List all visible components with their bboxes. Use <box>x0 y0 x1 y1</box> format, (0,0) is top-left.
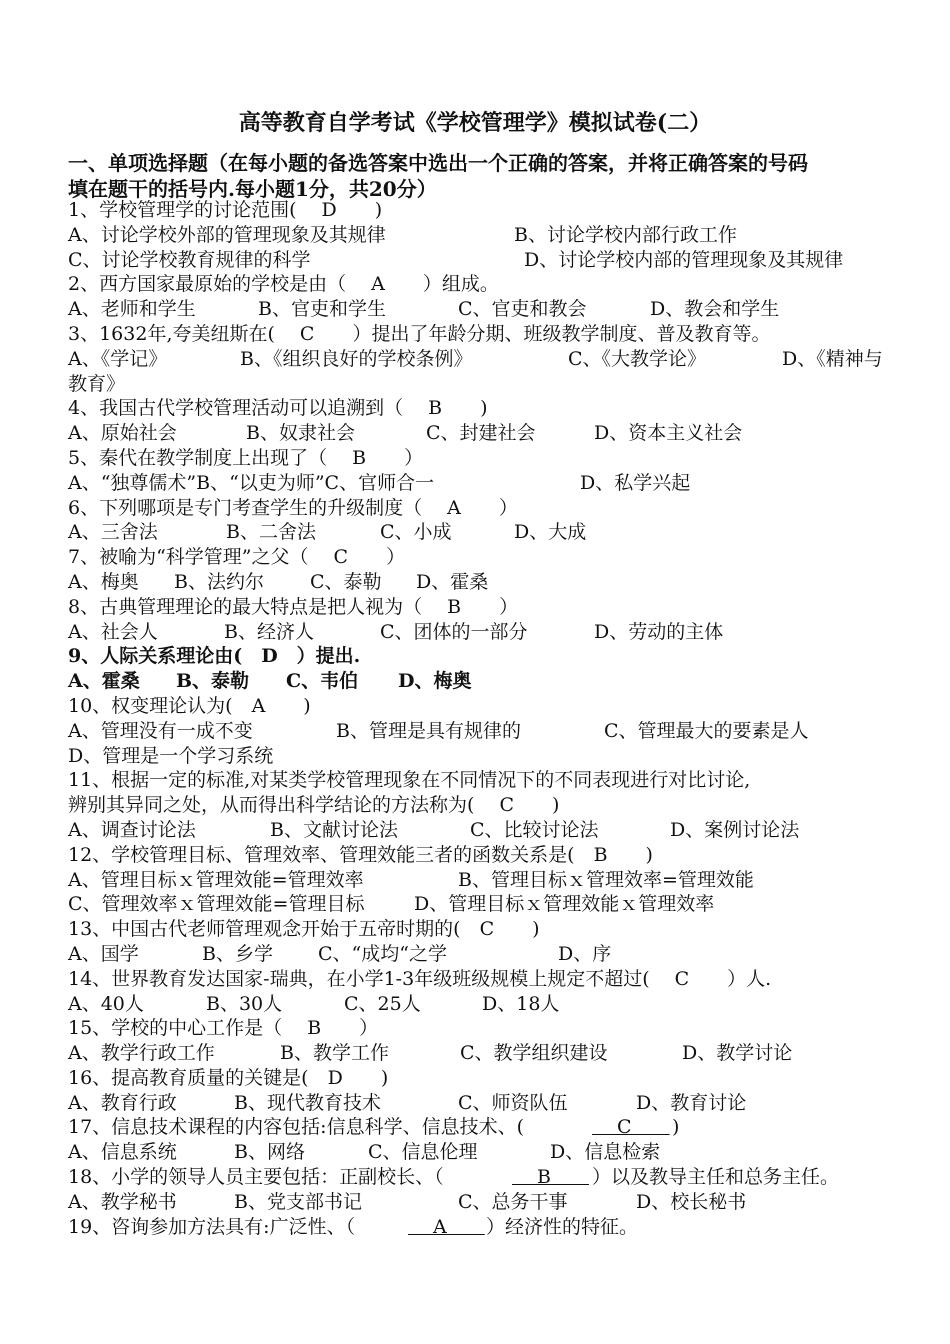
text-line <box>68 942 918 967</box>
text-line <box>68 446 918 471</box>
text-line <box>68 992 918 1017</box>
text-segment: 18、小学的领导人员主要包括：正副校长、（ <box>68 1166 444 1189</box>
text-segment: A、管理目标ｘ管理效能=管理效率 <box>68 868 364 891</box>
text-segment: B、《组织良好的学校条例》 <box>240 347 473 370</box>
text-segment: 9、人际关系理论由( D ）提出. <box>68 645 361 668</box>
text-segment: D、管理是一个学习系统 <box>68 744 274 767</box>
text-segment: 16、提高教育质量的关键是( D ) <box>68 1066 389 1089</box>
text-line <box>68 694 918 719</box>
text-segment: D、案例讨论法 <box>670 818 800 841</box>
text-segment: D、讨论学校内部的管理现象及其规律 <box>524 248 844 271</box>
text-segment: B、讨论学校内部行政工作 <box>514 223 737 246</box>
text-segment: 辨别其异同之处，从而得出科学结论的方法称为( C ) <box>68 794 560 817</box>
text-segment: C、官吏和教会 <box>458 298 587 321</box>
text-line <box>68 1190 918 1215</box>
text-segment: 10、权变理论认为( A ) <box>68 694 311 717</box>
text-segment: A、“独尊儒术”B、“以吏为师”C、官师合一 <box>68 471 435 494</box>
text-segment: C、“成均“之学 <box>318 942 447 965</box>
text-segment: ) <box>672 1116 680 1139</box>
text-segment: A、三舍法 <box>68 521 158 544</box>
text-segment: A、梅奥 <box>68 570 139 593</box>
text-segment: 6、下列哪项是专门考查学生的升级制度（ A ） <box>68 496 518 519</box>
text-segment: D、序 <box>558 942 612 965</box>
text-segment: 12、学校管理目标、管理效率、管理效能三者的函数关系是( B ) <box>68 843 653 866</box>
text-line <box>68 818 918 843</box>
text-segment: D、18人 <box>482 992 560 1015</box>
text-segment: A、老师和学生 <box>68 298 196 321</box>
text-segment: C、韦伯 <box>286 670 359 693</box>
text-line <box>68 396 918 421</box>
text-segment: B、法约尔 <box>174 570 264 593</box>
text-segment: D、教学讨论 <box>682 1042 793 1065</box>
text-line <box>68 248 918 273</box>
text-segment: B、管理是具有规律的 <box>336 719 521 742</box>
text-line <box>68 1091 918 1116</box>
answer-blank: A <box>408 1215 485 1238</box>
text-line <box>68 347 918 372</box>
text-line <box>68 719 918 744</box>
text-segment: A、讨论学校外部的管理现象及其规律 <box>68 223 386 246</box>
text-segment: B、现代教育技术 <box>234 1091 381 1114</box>
text-segment: A、调查讨论法 <box>68 818 196 841</box>
text-segment: B、乡学 <box>202 942 273 965</box>
text-segment: A、《学记》 <box>68 347 168 370</box>
text-segment: A、管理没有一成不变 <box>68 719 253 742</box>
section-heading-line: 一、单项选择题（在每小题的备选答案中选出一个正确的答案，并将正确答案的号码 <box>68 151 808 175</box>
text-segment: C、《大教学论》 <box>568 347 707 370</box>
text-segment: ）以及教导主任和总务主任。 <box>592 1166 840 1189</box>
text-line <box>68 917 918 942</box>
answer-blank: B <box>512 1166 590 1189</box>
text-line <box>68 1115 918 1140</box>
text-line <box>68 322 918 347</box>
text-segment: B、官吏和学生 <box>258 298 386 321</box>
text-segment: C、比较讨论法 <box>470 818 599 841</box>
text-line <box>68 297 918 322</box>
text-segment: B、教学工作 <box>280 1042 389 1065</box>
text-segment: 17、信息技术课程的内容包括:信息科学、信息技术、( <box>68 1116 524 1139</box>
text-segment: 教育》 <box>68 372 126 395</box>
text-segment: D、教会和学生 <box>650 298 780 321</box>
text-segment: C、25人 <box>344 992 421 1015</box>
text-line <box>68 669 918 694</box>
text-line <box>68 868 918 893</box>
text-line <box>68 272 918 297</box>
section-heading <box>68 150 918 202</box>
text-line <box>68 1041 918 1066</box>
text-line <box>68 520 918 545</box>
text-line <box>68 545 918 570</box>
text-line <box>68 1215 918 1240</box>
text-segment: C、封建社会 <box>426 422 536 445</box>
text-line <box>68 744 918 769</box>
text-segment: B、经济人 <box>224 620 314 643</box>
text-segment: D、校长秘书 <box>636 1190 747 1213</box>
text-segment: D、教育讨论 <box>636 1091 747 1114</box>
text-segment: C、管理效率ｘ管理效能=管理目标 <box>68 893 365 916</box>
text-segment: D、大成 <box>514 521 587 544</box>
text-segment: 8、古典管理理论的最大特点是把人视为（ B ） <box>68 595 519 618</box>
text-segment: C、总务干事 <box>458 1190 568 1213</box>
text-segment: B、网络 <box>234 1141 305 1164</box>
text-segment: B、泰勒 <box>176 670 250 693</box>
text-segment: D、私学兴起 <box>580 471 691 494</box>
section-heading-line: 填在题干的括号内.每小题1分，共20分） <box>68 177 437 201</box>
text-segment: 14、世界教育发达国家-瑞典，在小学1-3年级班级规模上规定不超过( C ）人. <box>68 967 772 990</box>
text-segment: 7、被喻为“科学管理”之父（ C ） <box>68 546 406 569</box>
text-line <box>68 620 918 645</box>
text-segment: 13、中国古代老师管理观念开始于五帝时期的( C ) <box>68 918 540 941</box>
text-segment: C、管理最大的要素是人 <box>604 719 809 742</box>
text-segment: C、教学组织建设 <box>460 1042 608 1065</box>
text-segment: C、信息伦理 <box>368 1141 478 1164</box>
text-line <box>68 1165 918 1190</box>
text-segment: D、梅奥 <box>398 670 472 693</box>
text-line <box>68 768 918 793</box>
text-line <box>68 421 918 446</box>
text-segment: 2、西方国家最原始的学校是由（ A ）组成。 <box>68 273 499 296</box>
text-segment: A、原始社会 <box>68 422 177 445</box>
text-line <box>68 471 918 496</box>
text-segment: C、师资队伍 <box>458 1091 568 1114</box>
text-segment: B、文献讨论法 <box>270 818 398 841</box>
text-line <box>68 595 918 620</box>
text-segment: C、泰勒 <box>310 570 382 593</box>
text-line <box>68 570 918 595</box>
text-line <box>68 223 918 248</box>
text-segment: B、二舍法 <box>226 521 316 544</box>
text-segment: A、教学行政工作 <box>68 1042 215 1065</box>
text-segment: 5、秦代在教学制度上出现了（ B ） <box>68 446 424 469</box>
text-segment: B、党支部书记 <box>234 1190 362 1213</box>
text-segment: D、信息检索 <box>550 1141 661 1164</box>
text-line <box>68 892 918 917</box>
question-list <box>68 198 918 1239</box>
text-segment: B、管理目标ｘ管理效率=管理效能 <box>458 868 754 891</box>
text-segment: A、教学秘书 <box>68 1190 177 1213</box>
text-line <box>68 1066 918 1091</box>
text-line <box>68 496 918 521</box>
text-segment: D、《精神与 <box>782 347 883 370</box>
text-segment: A、40人 <box>68 992 144 1015</box>
text-line <box>68 372 918 397</box>
text-segment: B、奴隶社会 <box>246 422 355 445</box>
text-segment: A、信息系统 <box>68 1141 177 1164</box>
text-segment: 3、1632年,夸美纽斯在( C ）提出了年龄分期、班级教学制度、普及教育等。 <box>68 322 771 345</box>
text-segment: B、30人 <box>206 992 283 1015</box>
text-segment: 11、根据一定的标准,对某类学校管理现象在不同情况下的不同表现进行对比讨论, <box>68 769 751 792</box>
text-segment: A、社会人 <box>68 620 158 643</box>
text-segment: C、小成 <box>380 521 452 544</box>
text-line <box>68 793 918 818</box>
text-segment: D、劳动的主体 <box>594 620 724 643</box>
answer-blank: C <box>592 1116 670 1139</box>
text-line <box>68 1140 918 1165</box>
text-segment: D、管理目标ｘ管理效能ｘ管理效率 <box>414 893 715 916</box>
text-segment: C、讨论学校教育规律的科学 <box>68 248 311 271</box>
text-line <box>68 843 918 868</box>
text-segment: 19、咨询参加方法具有:广泛性、（ <box>68 1215 356 1238</box>
text-segment: D、霍桑 <box>416 570 489 593</box>
text-segment: 1、学校管理学的讨论范围( D ) <box>68 199 383 221</box>
text-line <box>68 967 918 992</box>
text-line <box>68 644 918 669</box>
text-segment: A、教育行政 <box>68 1091 177 1114</box>
text-segment: A、国学 <box>68 942 139 965</box>
text-segment: D、资本主义社会 <box>594 422 743 445</box>
text-line <box>68 198 918 223</box>
text-segment: C、团体的一部分 <box>380 620 528 643</box>
page-title: 高等教育自学考试《学校管理学》模拟试卷(二） <box>238 110 712 136</box>
text-segment: ）经济性的特征。 <box>486 1215 639 1238</box>
text-segment: 4、我国古代学校管理活动可以追溯到（ B ) <box>68 397 488 420</box>
text-line <box>68 1016 918 1041</box>
text-segment: A、霍桑 <box>68 670 140 693</box>
text-segment: 15、学校的中心工作是（ B ） <box>68 1017 379 1040</box>
